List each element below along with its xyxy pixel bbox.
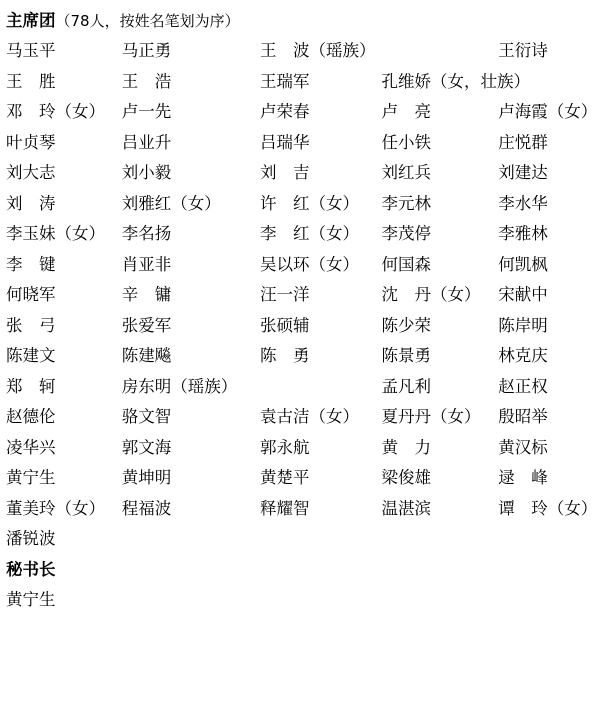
name-cell: 陈 勇 [259,346,310,365]
name-cell: 何凯枫 [498,254,548,274]
page-title [6,6,608,36]
name-cell: 王 胜 [6,71,56,91]
name-cell: 黄 力 [381,437,432,457]
name-cell: 郭文海 [121,437,172,457]
name-cell: 卢荣春 [259,102,310,121]
name-cell: 夏丹丹（女） [381,407,481,426]
name-cell: 王 波（瑶族） [259,41,376,60]
name-cell: 辛 镛 [121,285,172,304]
name-cell: 任小铁 [381,132,432,152]
name-cell: 逯 峰 [498,468,548,487]
name-cell: 袁古洁（女） [259,407,359,426]
name-cell: 马正勇 [121,41,172,60]
name-cell: 李玉妹（女） [6,224,105,243]
name-cell: 李雅林 [498,224,548,243]
name-cell: 汪一洋 [259,285,310,304]
name-row [6,341,608,372]
name-cell: 郑 轲 [6,376,56,396]
name-cell: 肖亚非 [121,254,172,274]
name-row [6,250,608,281]
name-row [6,402,608,433]
name-cell: 陈岸明 [498,315,548,335]
name-cell: 黄楚平 [259,468,310,487]
name-cell: 李名扬 [121,224,172,243]
name-cell: 叶贞琴 [6,132,56,152]
name-cell: 孟凡利 [381,376,432,396]
name-cell: 刘小毅 [121,163,172,182]
name-cell: 刘 涛 [6,193,56,213]
name-cell: 温湛滨 [381,498,432,518]
name-cell: 宋献中 [498,285,548,304]
name-cell: 马玉平 [6,41,56,60]
name-row [6,311,608,342]
secretary-general-name: 黄宁生 [6,589,56,609]
name-cell: 李茂停 [381,224,432,243]
name-cell: 陈建飚 [121,346,172,365]
name-cell: 潘锐波 [6,529,56,548]
name-row [6,67,608,98]
name-cell: 李 键 [6,254,56,274]
name-cell: 卢 亮 [381,102,432,121]
name-cell: 何晓军 [6,285,56,304]
name-row [6,280,608,311]
name-cell: 孔维娇（女，壮族） [381,71,531,91]
name-cell: 张 弓 [6,315,56,335]
name-cell: 刘 吉 [259,163,310,182]
name-cell: 李 红（女） [259,224,359,243]
name-cell: 李元林 [381,193,432,213]
name-cell: 房东明（瑶族） [121,376,238,396]
name-cell: 卢一先 [121,102,172,121]
name-cell: 吴以环（女） [259,254,359,274]
page-title-text: 主席团 [6,11,56,30]
secretary-general-heading: 秘书长 [6,559,56,579]
name-cell: 程福波 [121,498,172,518]
name-cell: 释耀智 [259,498,310,518]
name-cell: 张硕辅 [259,315,310,335]
name-row [6,128,608,159]
name-cell: 邓 玲（女） [6,102,105,121]
name-cell: 陈景勇 [381,346,432,365]
name-cell: 庄悦群 [498,132,548,152]
name-list [6,36,608,555]
name-cell: 董美玲（女） [6,498,105,518]
name-row [6,463,608,494]
name-cell: 赵德伦 [6,407,56,426]
name-row [6,189,608,220]
name-cell: 殷昭举 [498,407,548,426]
name-cell: 骆文智 [121,407,172,426]
name-row [6,433,608,464]
name-cell: 黄宁生 [6,468,56,487]
name-cell: 凌华兴 [6,437,56,457]
name-cell: 王衍诗 [498,41,548,60]
name-cell: 谭 玲（女） [498,498,598,518]
name-cell: 林克庆 [498,346,548,365]
name-cell: 黄坤明 [121,468,172,487]
name-cell: 刘建达 [498,163,548,182]
name-cell: 许 红（女） [259,193,359,213]
name-cell: 王瑞军 [259,71,310,91]
name-row [6,219,608,250]
name-cell: 沈 丹（女） [381,285,481,304]
name-cell: 卢海霞（女） [498,102,598,121]
name-row [6,36,608,67]
name-cell: 陈少荣 [381,315,432,335]
name-cell: 赵正权 [498,376,548,396]
name-row [6,97,608,128]
name-cell: 吕业升 [121,132,172,152]
name-row [6,372,608,403]
name-cell: 刘大志 [6,163,56,182]
name-cell: 黄汉标 [498,437,548,457]
name-cell: 李水华 [498,193,548,213]
name-cell: 吕瑞华 [259,132,310,152]
name-cell: 张爱军 [121,315,172,335]
name-row [6,494,608,525]
name-cell: 陈建文 [6,346,56,365]
name-cell: 刘红兵 [381,163,432,182]
name-cell: 梁俊雄 [381,468,432,487]
name-cell: 刘雅红（女） [121,193,221,213]
name-cell: 王 浩 [121,71,172,91]
page-title-count: （78人，按姓名笔划为序） [55,12,240,30]
name-row [6,158,608,189]
name-row [6,524,608,555]
name-cell: 郭永航 [259,437,310,457]
name-cell: 何国森 [381,254,432,274]
